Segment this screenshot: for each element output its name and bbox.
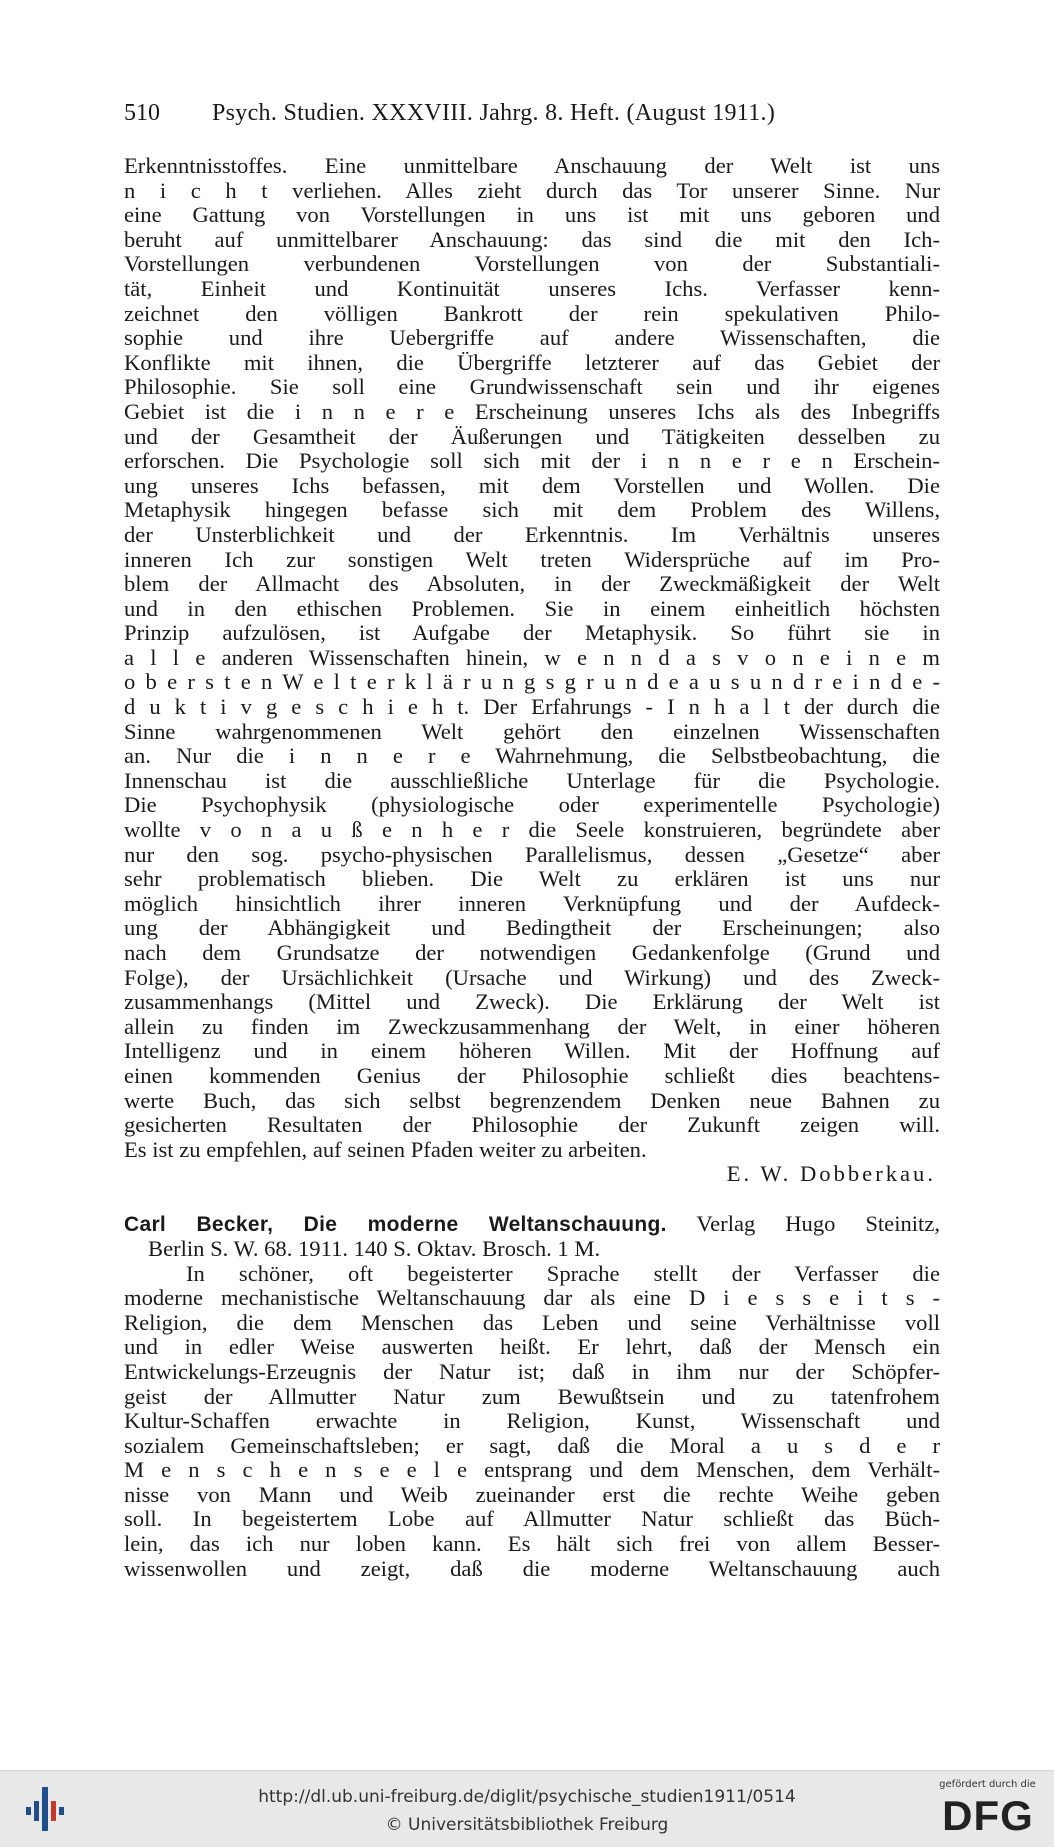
text-line: inneren Ich zur sonstigen Welt treten Widersprüche auf im Pro- — [124, 547, 940, 572]
text-line: M e n s c h e n s e e l e entsprang und dem Menschen, dem Verhält- — [124, 1458, 940, 1483]
text-line: Intelligenz und in einem höheren Willen. Mit der Hoffnung auf — [124, 1039, 940, 1064]
text-line: und in den ethischen Problemen. Sie in einem einheitlich höchsten — [124, 596, 940, 621]
viewer-footer — [0, 1770, 1054, 1847]
text-line: sozialem Gemeinschaftsleben; er sagt, daß die Moral a u s d e r — [124, 1433, 940, 1458]
text-line: Sinne wahrgenommenen Welt gehört den einzelnen Wissenschaften — [124, 719, 940, 744]
text-line: Religion, die dem Menschen das Leben und seine Verhältnisse voll — [124, 1310, 940, 1335]
dfg-logo — [930, 1779, 1045, 1841]
text-line: Philosophie. Sie soll eine Grundwissenschaft sein und ihr eigenes — [124, 375, 940, 400]
running-title: Psych. Studien. XXXVIII. Jahrg. 8. Heft. (August 1911.) — [212, 100, 776, 126]
text-line: moderne mechanistische Weltanschauung dar als eine D i e s s e i t s - — [124, 1286, 940, 1311]
text-line: Konflikte mit ihnen, die Übergriffe letzterer auf das Gebiet der — [124, 350, 940, 375]
text-line: tät, Einheit und Kontinuität unseres Ichs. Verfasser kenn- — [124, 276, 940, 301]
text-line: an. Nur die i n n e r e Wahrnehmung, die Selbstbeobachtung, die — [124, 744, 940, 769]
review-heading — [124, 1212, 940, 1237]
section-gap — [124, 1190, 940, 1212]
text-line: Erkenntnisstoffes. Eine unmittelbare Anschauung der Welt ist uns — [124, 154, 940, 178]
text-line: zusammenhangs (Mittel und Zweck). Die Erklärung der Welt ist — [124, 990, 940, 1015]
text-line: zeichnet den völligen Bankrott der rein spekulativen Philo- — [124, 301, 940, 326]
text-line: Folge), der Ursächlichkeit (Ursache und Wirkung) und des Zweck- — [124, 965, 940, 990]
text-line: erforschen. Die Psychologie soll sich mit der i n n e r e n Erschein- — [124, 449, 940, 474]
copyright-notice: © Universitätsbibliothek Freiburg — [385, 1815, 669, 1835]
text-line: nisse von Mann und Weib zueinander erst die rechte Weihe geben — [124, 1482, 940, 1507]
text-line: Innenschau ist die ausschließliche Unterlage für die Psychologie. — [124, 768, 940, 793]
text-line: a l l e anderen Wissenschaften hinein, w e n n d a s v o n e i n e m — [124, 645, 940, 670]
text-line: geist der Allmutter Natur zum Bewußtsein und zu tatenfrohem — [124, 1384, 940, 1409]
review-dobberkau — [124, 154, 940, 1162]
text-line: d u k t i v g e s c h i e h t. Der Erfahrungs - I n h a l t der durch die — [124, 695, 940, 720]
text-line: o b e r s t e n W e l t e r k l ä r u n g s g r u n d e a u s u n d r e i n d e - — [124, 670, 940, 695]
text-line: In schöner, oft begeisterter Sprache stellt der Verfasser die — [186, 1261, 940, 1286]
signature: E. W. Dobberkau. — [726, 1161, 936, 1187]
text-line: und in edler Weise auswerten heißt. Er lehrt, daß der Mensch ein — [124, 1335, 940, 1360]
text-line: eine Gattung von Vorstellungen in uns ist mit uns geboren und — [124, 203, 940, 228]
document-url[interactable]: http://dl.ub.uni-freiburg.de/diglit/psychische_studien1911/0514 — [258, 1787, 796, 1807]
text-line: nach dem Grundsatze der notwendigen Gedankenfolge (Grund und — [124, 941, 940, 965]
review-becker — [124, 1262, 940, 1582]
review-heading-publisher: Verlag Hugo Steinitz, — [696, 1212, 940, 1237]
text-line: sehr problematisch blieben. Die Welt zu erklären ist uns nur — [124, 867, 940, 892]
text-line: beruht auf unmittelbarer Anschauung: das sind die mit den Ich- — [124, 227, 940, 252]
text-line: nur den sog. psycho-physischen Parallelismus, dessen „Gesetze“ aber — [124, 842, 940, 867]
dfg-logo-text: DFG — [942, 1792, 1034, 1839]
text-line: Metaphysik hingegen befasse sich mit dem Problem des Willens, — [124, 498, 940, 523]
text-line: ung der Abhängigkeit und Bedingtheit der Erscheinungen; also — [124, 916, 940, 941]
text-line: ung unseres Ichs befassen, mit dem Vorstellen und Wollen. Die — [124, 473, 940, 498]
text-line: Es ist zu empfehlen, auf seinen Pfaden weiter zu arbeiten. — [124, 1137, 647, 1162]
review-heading-line2: Berlin S. W. 68. 1911. 140 S. Oktav. Brosch. 1 M. — [148, 1236, 601, 1261]
text-line: der Unsterblichkeit und der Erkenntnis. Im Verhältnis unseres — [124, 522, 940, 547]
text-line: Entwickelungs-Erzeugnis der Natur ist; daß in ihm nur der Schöpfer- — [124, 1359, 940, 1384]
funding-caption: gefördert durch die — [939, 1779, 1036, 1790]
text-line: Kultur-Schaffen erwachte in Religion, Kunst, Wissenschaft und — [124, 1409, 940, 1434]
page-number: 510 — [124, 100, 160, 126]
text-line: blem der Allmacht des Absoluten, in der Zweckmäßigkeit der Welt — [124, 572, 940, 597]
text-line: werte Buch, das sich selbst begrenzendem Denken neue Bahnen zu — [124, 1088, 940, 1113]
text-line: Vorstellungen verbundenen Vorstellungen von der Substantiali- — [124, 252, 940, 277]
text-line: Gebiet ist die i n n e r e Erscheinung unseres Ichs als des Inbegriffs — [124, 399, 940, 424]
text-line: Prinzip aufzulösen, ist Aufgabe der Metaphysik. So führt sie in — [124, 621, 940, 646]
text-line: sophie und ihre Uebergriffe auf andere Wissenschaften, die — [124, 326, 940, 351]
text-line: n i c h t verliehen. Alles zieht durch das Tor unserer Sinne. Nur — [124, 178, 940, 203]
text-line: und der Gesamtheit der Äußerungen und Tätigkeiten desselben zu — [124, 424, 940, 449]
page-body — [124, 154, 940, 1581]
text-line: möglich hinsichtlich ihrer inneren Verknüpfung und der Aufdeck- — [124, 891, 940, 916]
text-line: allein zu finden im Zweckzusammenhang der Welt, in einer höheren — [124, 1014, 940, 1039]
text-line: soll. In begeistertem Lobe auf Allmutter Natur schließt das Büch- — [124, 1507, 940, 1532]
text-line: gesicherten Resultaten der Philosophie der Zukunft zeigen will. — [124, 1113, 940, 1138]
text-line: wollte v o n a u ß e n h e r die Seele konstruieren, begründete aber — [124, 818, 940, 843]
text-line: Die Psychophysik (physiologische oder experimentelle Psychologie) — [124, 793, 940, 818]
text-line: lein, das ich nur loben kann. Es hält sich frei von allem Besser- — [124, 1532, 940, 1557]
text-line: wissenwollen und zeigt, daß die moderne Weltanschauung auch — [124, 1556, 940, 1581]
review-heading-author-title: Carl Becker, Die moderne Weltanschauung. — [124, 1213, 667, 1237]
text-line: einen kommenden Genius der Philosophie schließt dies beachtens- — [124, 1063, 940, 1088]
